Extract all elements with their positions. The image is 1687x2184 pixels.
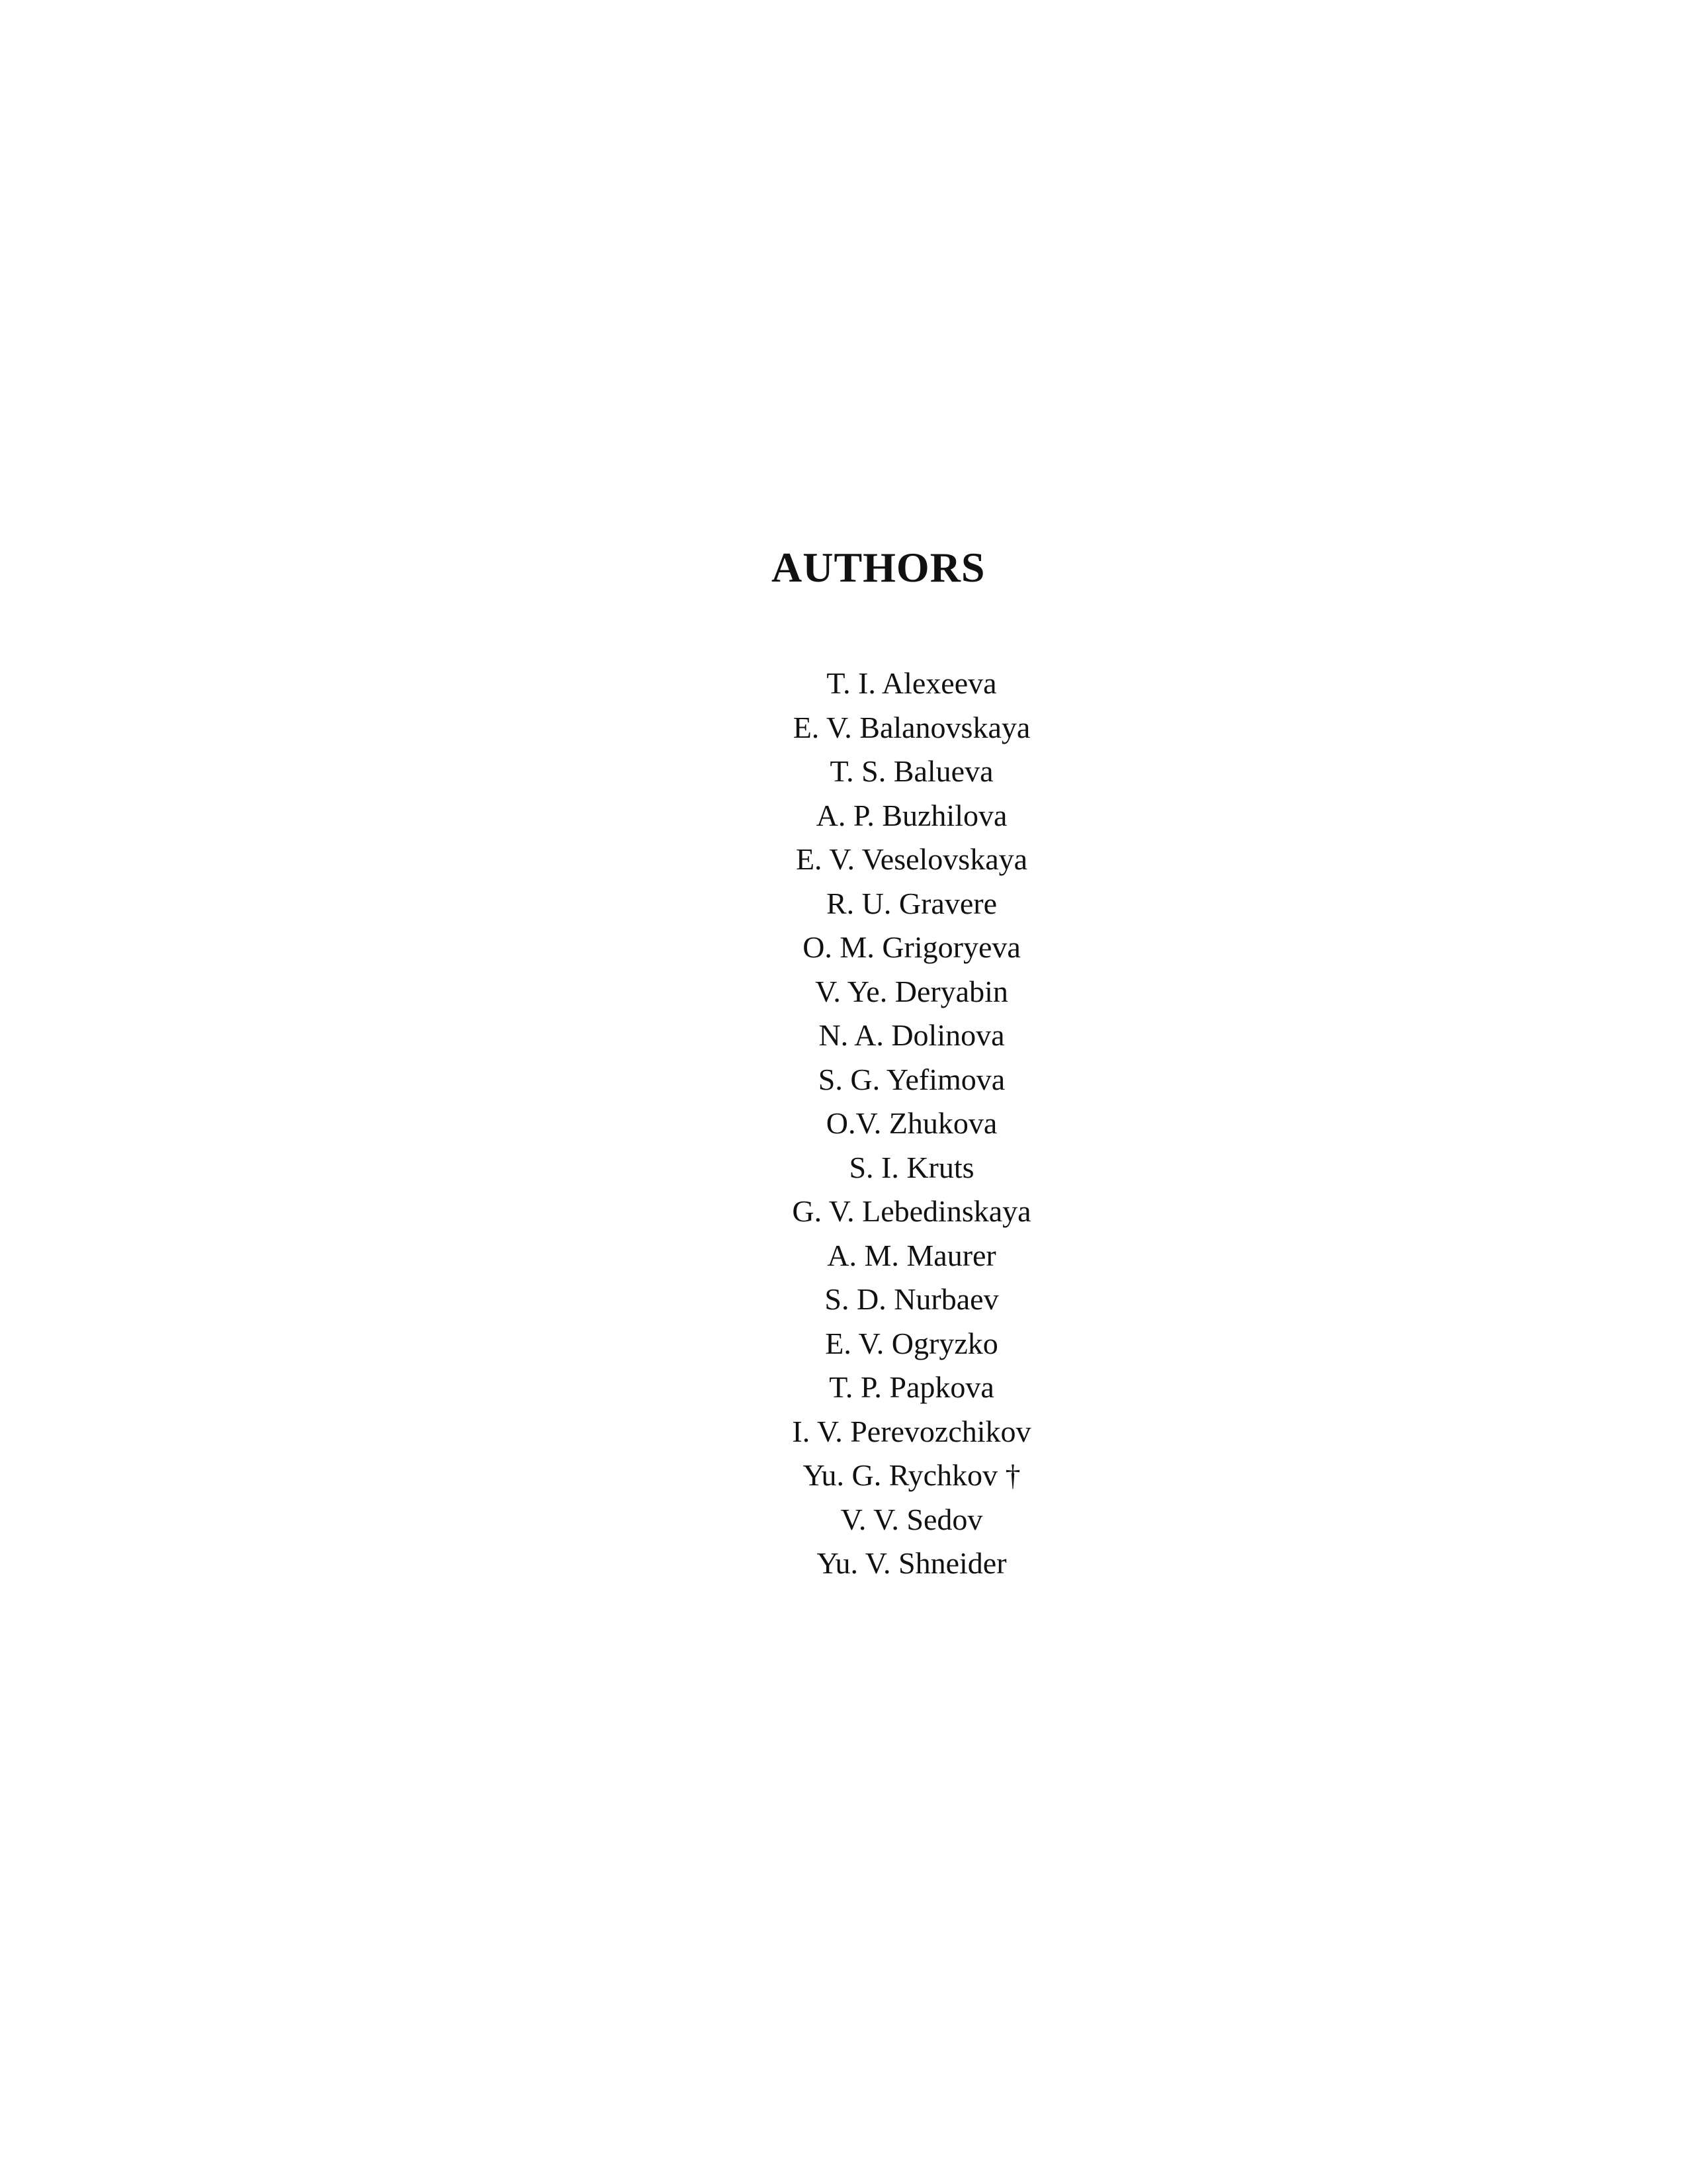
author-name: R. U. Gravere [826, 886, 997, 920]
author-item [759, 970, 1064, 1014]
author-name: T. S. Balueva [830, 754, 994, 788]
author-name: A. M. Maurer [827, 1238, 996, 1272]
author-name: I. V. Perevozchikov [792, 1414, 1031, 1448]
author-item [759, 1058, 1064, 1102]
author-item [759, 1190, 1064, 1234]
author-item [759, 706, 1064, 750]
author-item [759, 1366, 1064, 1410]
author-list [759, 662, 1064, 1586]
author-item [759, 1146, 1064, 1190]
author-name: T. P. Papkova [829, 1370, 994, 1404]
author-item [759, 794, 1064, 838]
author-name: V. V. Sedov [840, 1502, 983, 1536]
author-name: E. V. Balanovskaya [793, 710, 1031, 744]
author-name: O. M. Grigoryeva [802, 930, 1021, 964]
author-item [759, 662, 1064, 706]
author-name: O.V. Zhukova [826, 1106, 998, 1140]
author-item [759, 1014, 1064, 1058]
author-item [759, 1498, 1064, 1542]
author-name: S. D. Nurbaev [824, 1282, 999, 1316]
author-item [759, 838, 1064, 882]
author-name: T. I. Alexeeva [826, 666, 997, 700]
author-item [759, 750, 1064, 794]
author-item [759, 1322, 1064, 1366]
author-item [759, 1542, 1064, 1586]
author-name: E. V. Ogryzko [825, 1326, 998, 1360]
author-item [759, 1454, 1064, 1498]
author-item [759, 1278, 1064, 1322]
author-name: E. V. Veselovskaya [795, 842, 1028, 876]
author-item [759, 1410, 1064, 1454]
author-name: A. P. Buzhilova [816, 798, 1008, 832]
author-name: Yu. G. Rychkov † [802, 1458, 1021, 1492]
author-item [759, 1102, 1064, 1146]
author-item [759, 1234, 1064, 1278]
author-name: S. I. Kruts [849, 1150, 974, 1184]
author-name: V. Ye. Deryabin [815, 974, 1008, 1008]
author-name: G. V. Lebedinskaya [792, 1194, 1031, 1228]
author-name: N. A. Dolinova [818, 1018, 1005, 1052]
page-title: AUTHORS [771, 544, 986, 591]
author-name: Yu. V. Shneider [816, 1546, 1007, 1580]
author-name: S. G. Yefimova [818, 1062, 1006, 1096]
author-item [759, 926, 1064, 970]
author-item [759, 882, 1064, 926]
